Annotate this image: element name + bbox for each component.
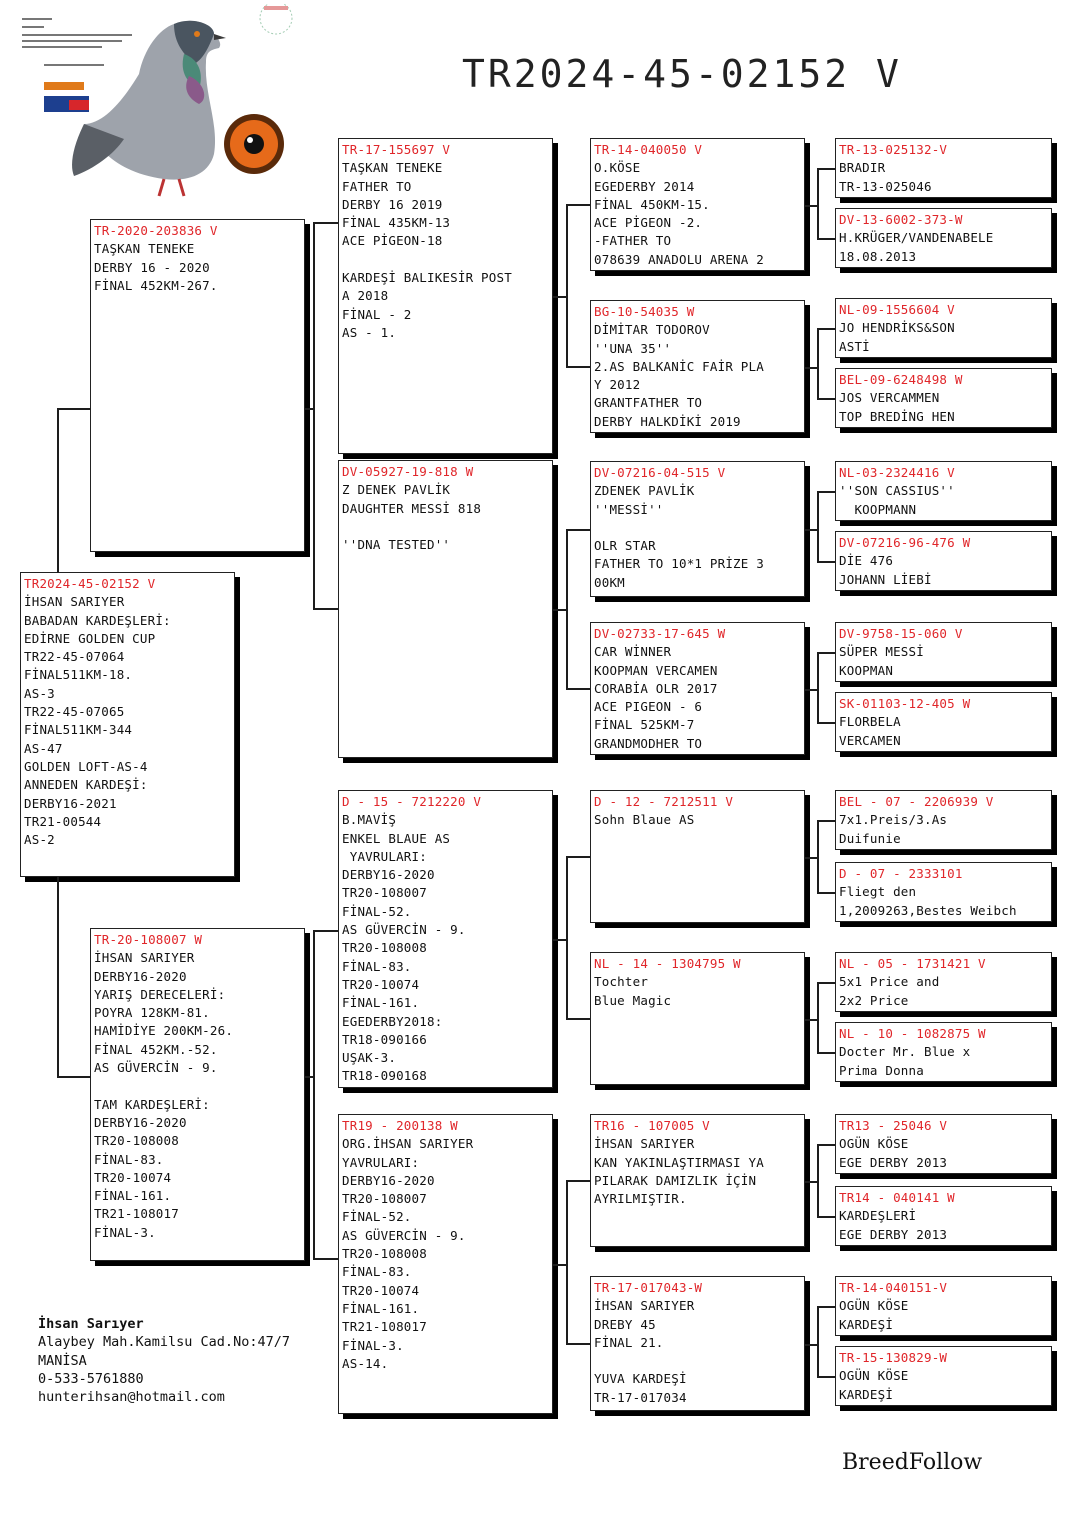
pedigree-note: A 2018	[342, 288, 389, 304]
gen3-box	[590, 300, 805, 433]
pedigree-note	[342, 251, 549, 269]
pedigree-note: TR-17-017034	[594, 1389, 687, 1405]
pedigree-note: KARDEŞİ	[839, 1386, 894, 1402]
pedigree-note: ''MESSİ''	[594, 501, 664, 517]
pedigree-note: DİMİTAR TODOROV	[594, 322, 710, 338]
gen3-box	[590, 622, 805, 755]
pedigree-note: AS - 1.	[342, 324, 397, 340]
connector-line	[57, 1076, 91, 1078]
connector-line	[566, 856, 590, 858]
pedigree-note: ORG.İHSAN SARIYER	[342, 1136, 474, 1152]
connector-line	[566, 1180, 590, 1182]
gen4-box	[835, 1276, 1052, 1336]
pedigree-note: -FATHER TO	[594, 233, 672, 249]
connector-line	[817, 982, 835, 984]
pedigree-note: TAŞKAN TENEKE	[94, 241, 195, 257]
ring-number: TR-13-025132-V	[839, 142, 948, 157]
pedigree-note: EGEDERBY 2014	[594, 178, 695, 194]
ring-number: TR-15-130829-W	[839, 1350, 948, 1365]
pedigree-note: FLORBELA	[839, 714, 901, 730]
owner-address: Alaybey Mah.Kamilsu Cad.No:47/7	[38, 1334, 290, 1351]
connector-line	[566, 529, 590, 531]
connector-line	[566, 204, 590, 206]
pedigree-title: TR2024-45-02152 V	[462, 52, 902, 96]
pedigree-note: FİNAL 452KM-267.	[94, 277, 218, 293]
pedigree-note: FATHER TO	[342, 178, 412, 194]
pedigree-note	[94, 1077, 301, 1095]
ring-number: TR-20-108007 W	[94, 932, 203, 947]
gen4-box	[835, 298, 1052, 358]
ring-number: DV-9758-15-060 V	[839, 626, 963, 641]
ring-number: TR19 - 200138 W	[342, 1118, 458, 1133]
ring-number: NL-09-1556604 V	[839, 302, 955, 317]
owner-email: hunterihsan@hotmail.com	[38, 1389, 225, 1406]
connector-line	[566, 688, 590, 690]
pedigree-note: FİNAL511KM-344	[24, 722, 133, 738]
pedigree-note: CORABİA OLR 2017	[594, 680, 718, 696]
pedigree-note: DAUGHTER MESSİ 818	[342, 500, 482, 516]
pedigree-note: Tochter	[594, 974, 649, 990]
connector-line	[566, 1180, 568, 1345]
connector-line	[305, 1076, 313, 1078]
gen4-box	[835, 622, 1052, 682]
ring-number: TR-2020-203836 V	[94, 223, 218, 238]
connector-line	[817, 491, 835, 493]
pedigree-note: JOS VERCAMMEN	[839, 390, 940, 406]
connector-line	[817, 398, 835, 400]
pedigree-note: TR20-10074	[342, 976, 420, 992]
logo-small-text	[22, 18, 132, 66]
pedigree-note: DERBY HALKDİKİ 2019	[594, 413, 741, 429]
connector-line	[57, 408, 59, 573]
connector-line	[817, 561, 835, 563]
connector-line	[313, 222, 338, 224]
connector-line	[817, 1144, 819, 1218]
pedigree-note: AS GÜVERCİN - 9.	[342, 922, 466, 938]
pedigree-note: TR21-108017	[342, 1319, 427, 1335]
connector-line	[313, 930, 338, 932]
pedigree-note: DERBY16-2020	[94, 1114, 187, 1130]
pedigree-note: AS GÜVERCİN - 9.	[342, 1227, 466, 1243]
connector-line	[566, 366, 590, 368]
pedigree-note: KARDEŞİ	[839, 1316, 894, 1332]
pedigree-note: BRADIR	[839, 160, 886, 176]
pedigree-note: JOHANN LİEBİ	[839, 571, 932, 587]
pedigree-note: TR18-090168	[342, 1068, 427, 1084]
pedigree-note: TOP BREDİNG HEN	[839, 408, 955, 424]
connector-line	[553, 609, 566, 611]
pedigree-note: ACE PİGEON -2.	[594, 215, 703, 231]
connector-line	[817, 491, 819, 563]
pedigree-note: BABADAN KARDEŞLERİ:	[24, 612, 171, 628]
pedigree-note: FİNAL-3.	[342, 1337, 404, 1353]
pedigree-note: YAVRULARI:	[342, 1154, 420, 1170]
ring-number: DV-02733-17-645 W	[594, 626, 726, 641]
pedigree-note	[342, 518, 549, 536]
ring-number: BEL-09-6248498 W	[839, 372, 963, 387]
connector-line	[817, 1306, 835, 1308]
connector-line	[566, 1343, 590, 1345]
connector-line	[566, 529, 568, 690]
pedigree-note: GRANDMODHER TO	[594, 735, 703, 751]
pedigree-note: 1,2009263,Bestes Weibch	[839, 902, 1017, 918]
pedigree-note: YARIŞ DERECELERİ:	[94, 986, 226, 1002]
connector-line	[805, 1019, 817, 1021]
ring-number: TR16 - 107005 V	[594, 1118, 710, 1133]
pedigree-note: KARDEŞİ BALIKESİR POST	[342, 270, 512, 286]
pedigree-note: ENKEL BLAUE AS	[342, 830, 451, 846]
ring-number: BEL - 07 - 2206939 V	[839, 794, 994, 809]
pedigree-note: FİNAL-83.	[342, 958, 412, 974]
ring-number: TR-17-155697 V	[342, 142, 451, 157]
gen4-box	[835, 1346, 1052, 1406]
gen4-box	[835, 692, 1052, 752]
gen3-box	[590, 790, 805, 923]
pedigree-note: FİNAL-161.	[342, 1300, 420, 1316]
connector-line	[817, 1306, 819, 1378]
pedigree-note: FİNAL - 2	[342, 306, 412, 322]
ring-number: DV-05927-19-818 W	[342, 464, 474, 479]
ring-number: TR-14-040050 V	[594, 142, 703, 157]
pedigree-note: 7x1.Preis/3.As	[839, 812, 948, 828]
connector-line	[817, 1144, 835, 1146]
ring-number: DV-07216-96-476 W	[839, 535, 971, 550]
connector-line	[313, 930, 315, 1260]
pedigree-note: FİNAL 450KM-15.	[594, 196, 710, 212]
connector-line	[566, 1018, 590, 1020]
pedigree-note: FİNAL 525KM-7	[594, 717, 695, 733]
connector-line	[817, 168, 819, 240]
ring-number: DV-13-6002-373-W	[839, 212, 963, 227]
dam-box	[90, 928, 305, 1261]
pedigree-note: 2.AS BALKANİC FAİR PLA	[594, 358, 764, 374]
rosette-icon	[260, 4, 292, 34]
ring-number: TR-17-017043-W	[594, 1280, 703, 1295]
gen4-box	[835, 952, 1052, 1012]
pedigree-note: TR22-45-07065	[24, 704, 125, 720]
pedigree-note: Sohn Blaue AS	[594, 812, 695, 828]
pedigree-note: FİNAL-161.	[342, 995, 420, 1011]
pedigree-note: FİNAL 452KM.-52.	[94, 1041, 218, 1057]
pedigree-note: O.KÖSE	[594, 160, 641, 176]
pedigree-note: KARDEŞLERİ	[839, 1208, 917, 1224]
ring-number: TR2024-45-02152 V	[24, 576, 156, 591]
connector-line	[57, 408, 91, 410]
pedigree-note: TR20-10074	[94, 1169, 172, 1185]
pedigree-note: TR21-00544	[24, 813, 102, 829]
pedigree-note: AS GÜVERCİN - 9.	[94, 1060, 218, 1076]
pedigree-note: HAMİDİYE 200KM-26.	[94, 1023, 234, 1039]
connector-line	[817, 820, 819, 894]
connector-line	[805, 205, 817, 207]
pedigree-note: AS-2	[24, 832, 55, 848]
pedigree-note: TR20-108007	[342, 885, 427, 901]
connector-line	[566, 856, 568, 1020]
pedigree-note: FİNAL511KM-18.	[24, 667, 133, 683]
pedigree-note: OLR STAR	[594, 538, 656, 554]
gen4-box	[835, 368, 1052, 428]
gen3-box	[590, 138, 805, 271]
pedigree-note: OGÜN KÖSE	[839, 1136, 909, 1152]
connector-line	[305, 408, 313, 410]
connector-line	[313, 1258, 338, 1260]
ring-number: TR13 - 25046 V	[839, 1118, 948, 1133]
ring-number: TR14 - 040141 W	[839, 1190, 955, 1205]
pedigree-note: TR20-108008	[342, 1246, 427, 1262]
pedigree-note: YUVA KARDEŞİ	[594, 1371, 687, 1387]
pedigree-note: OGÜN KÖSE	[839, 1368, 909, 1384]
gen4-box	[835, 790, 1052, 850]
pedigree-note: PILARAK DAMIZLIK İÇİN	[594, 1172, 757, 1188]
pedigree-note: AYRILMIŞTIR.	[594, 1191, 687, 1207]
gen3-box	[590, 1114, 805, 1247]
pedigree-note: TR20-108008	[342, 940, 427, 956]
pedigree-note: İHSAN SARIYER	[594, 1298, 695, 1314]
pedigree-note: ZDENEK PAVLİK	[594, 483, 695, 499]
connector-line	[817, 1376, 835, 1378]
gen4-box	[835, 1186, 1052, 1246]
pedigree-note: Docter Mr. Blue x	[839, 1044, 971, 1060]
pedigree-note: Y 2012	[594, 377, 641, 393]
gen4-box	[835, 531, 1052, 591]
pedigree-note: Z DENEK PAVLİK	[342, 482, 451, 498]
ring-number: NL-03-2324416 V	[839, 465, 955, 480]
connector-line	[313, 222, 315, 610]
ring-number: NL - 10 - 1082875 W	[839, 1026, 986, 1041]
gen2-box	[338, 790, 553, 1088]
pedigree-note	[594, 519, 801, 537]
connector-line	[817, 238, 835, 240]
pedigree-note: Duifunie	[839, 830, 901, 846]
pedigree-note: EGE DERBY 2013	[839, 1226, 948, 1242]
pedigree-note: B.MAVİŞ	[342, 812, 397, 828]
pedigree-note: KOOPMAN	[839, 662, 894, 678]
gen4-box	[835, 138, 1052, 198]
pedigree-note: 078639 ANADOLU ARENA 2	[594, 251, 764, 267]
pedigree-note: TR20-108007	[342, 1191, 427, 1207]
pedigree-note: KOOPMAN VERCAMEN	[594, 662, 718, 678]
connector-line	[817, 328, 835, 330]
pedigree-note: AS-3	[24, 685, 55, 701]
pedigree-note: DREBY 45	[594, 1316, 656, 1332]
ring-number: D - 15 - 7212220 V	[342, 794, 482, 809]
pedigree-note: FİNAL-52.	[342, 903, 412, 919]
pedigree-note: GOLDEN LOFT-AS-4	[24, 758, 148, 774]
logo-badge	[44, 82, 89, 112]
connector-line	[817, 168, 835, 170]
pedigree-note: POYRA 128KM-81.	[94, 1005, 210, 1021]
ring-number: D - 07 - 2333101	[839, 866, 963, 881]
pedigree-note: Prima Donna	[839, 1062, 924, 1078]
brand-logo: BreedFollow	[842, 1450, 983, 1475]
connector-line	[553, 939, 566, 941]
pedigree-note: ANNEDEN KARDEŞİ:	[24, 777, 148, 793]
connector-line	[817, 892, 835, 894]
gen4-box	[835, 862, 1052, 922]
connector-line	[817, 1216, 835, 1218]
pedigree-note: SÜPER MESSİ	[839, 644, 924, 660]
connector-line	[805, 857, 817, 859]
ring-number: TR-14-040151-V	[839, 1280, 948, 1295]
connector-line	[817, 982, 819, 1054]
connector-line	[553, 1264, 566, 1266]
subject-box	[20, 572, 235, 877]
pedigree-note: 18.08.2013	[839, 248, 917, 264]
pedigree-note: TR21-108017	[94, 1206, 179, 1222]
connector-line	[805, 529, 817, 531]
pedigree-note: UŞAK-3.	[342, 1050, 397, 1066]
ring-number: NL - 14 - 1304795 W	[594, 956, 741, 971]
pedigree-note: İHSAN SARIYER	[24, 594, 125, 610]
pedigree-note: 5x1 Price and	[839, 974, 940, 990]
pedigree-note: DERBY 16 2019	[342, 196, 443, 212]
pedigree-note: TR18-090166	[342, 1031, 427, 1047]
pigeon-logo	[14, 4, 314, 204]
connector-line	[805, 689, 817, 691]
pedigree-note: FİNAL 435KM-13	[342, 215, 451, 231]
pedigree-note: EGE DERBY 2013	[839, 1154, 948, 1170]
pedigree-note: Fliegt den	[839, 884, 917, 900]
pedigree-note: ASTİ	[839, 338, 870, 354]
connector-line	[566, 204, 568, 368]
pedigree-note: DERBY16-2020	[94, 968, 187, 984]
pedigree-note: 2x2 Price	[839, 992, 909, 1008]
gen2-box	[338, 460, 553, 758]
pedigree-note: ''UNA 35''	[594, 340, 672, 356]
pedigree-note: EDİRNE GOLDEN CUP	[24, 630, 156, 646]
pedigree-note: FİNAL-3.	[94, 1224, 156, 1240]
pedigree-note: FİNAL 21.	[594, 1334, 664, 1350]
gen3-box	[590, 1276, 805, 1411]
gen4-box	[835, 461, 1052, 521]
pedigree-note: KAN YAKINLAŞTIRMASI YA	[594, 1154, 764, 1170]
gen4-box	[835, 1114, 1052, 1174]
pedigree-note: DERBY16-2020	[342, 867, 435, 883]
owner-name: İhsan Sarıyer	[38, 1316, 144, 1332]
connector-line	[313, 608, 338, 610]
pedigree-note: DİE 476	[839, 553, 894, 569]
ring-number: DV-07216-04-515 V	[594, 465, 726, 480]
pedigree-note: 00KM	[594, 574, 625, 590]
pedigree-note: TAM KARDEŞLERİ:	[94, 1096, 210, 1112]
pedigree-note: ACE PIGEON - 6	[594, 699, 703, 715]
connector-line	[805, 1344, 817, 1346]
pedigree-note: YAVRULARI:	[342, 848, 427, 864]
owner-info	[38, 1315, 290, 1406]
connector-line	[805, 367, 817, 369]
pedigree-note: Blue Magic	[594, 992, 672, 1008]
pedigree-note: FATHER TO 10*1 PRİZE 3	[594, 556, 764, 572]
ring-number: NL - 05 - 1731421 V	[839, 956, 986, 971]
connector-line	[817, 328, 819, 400]
pedigree-note: CAR WİNNER	[594, 644, 672, 660]
pedigree-note: DERBY16-2021	[24, 795, 117, 811]
pedigree-note: DERBY 16 - 2020	[94, 259, 210, 275]
ring-number: BG-10-54035 W	[594, 304, 695, 319]
pedigree-note: ''DNA TESTED''	[342, 537, 451, 553]
pedigree-note: TR20-108008	[94, 1133, 179, 1149]
connector-line	[57, 877, 59, 1077]
pedigree-note: TR-13-025046	[839, 178, 932, 194]
pedigree-note: AS-47	[24, 740, 63, 756]
pedigree-note: TR20-10074	[342, 1282, 420, 1298]
pedigree-note	[594, 1352, 801, 1370]
pedigree-note: H.KRÜGER/VANDENABELE	[839, 230, 994, 246]
pedigree-note: OGÜN KÖSE	[839, 1298, 909, 1314]
gen2-box	[338, 1114, 553, 1414]
pedigree-note: ACE PİGEON-18	[342, 233, 443, 249]
gen3-box	[590, 952, 805, 1085]
pedigree-note: İHSAN SARIYER	[594, 1136, 695, 1152]
ring-number: SK-01103-12-405 W	[839, 696, 971, 711]
connector-line	[553, 296, 566, 298]
gen2-box	[338, 138, 553, 454]
pedigree-note: JO HENDRİKS&SON	[839, 320, 955, 336]
pedigree-note: EGEDERBY2018:	[342, 1013, 443, 1029]
ring-number: D - 12 - 7212511 V	[594, 794, 734, 809]
owner-phone: 0-533-5761880	[38, 1370, 144, 1387]
owner-city: MANİSA	[38, 1352, 87, 1369]
pedigree-note: FİNAL-161.	[94, 1188, 172, 1204]
sire-box	[90, 219, 305, 552]
pedigree-note: TAŞKAN TENEKE	[342, 160, 443, 176]
pedigree-note: GRANTFATHER TO	[594, 395, 703, 411]
gen4-box	[835, 1022, 1052, 1082]
pedigree-note: TR22-45-07064	[24, 649, 125, 665]
pedigree-note: İHSAN SARIYER	[94, 950, 195, 966]
pedigree-note: FİNAL-83.	[342, 1264, 412, 1280]
pedigree-note: FİNAL-83.	[94, 1151, 164, 1167]
pedigree-note: FİNAL-52.	[342, 1209, 412, 1225]
connector-line	[817, 652, 835, 654]
pedigree-note: ''SON CASSIUS''	[839, 483, 955, 499]
eye-icon	[224, 114, 284, 174]
gen3-box	[590, 461, 805, 597]
connector-line	[805, 1181, 817, 1183]
connector-line	[817, 1052, 835, 1054]
connector-line	[817, 722, 835, 724]
pedigree-note: DERBY16-2020	[342, 1172, 435, 1188]
connector-line	[817, 652, 819, 724]
pedigree-note: KOOPMANN	[839, 501, 917, 517]
gen4-box	[835, 208, 1052, 268]
connector-line	[817, 820, 835, 822]
pedigree-note: VERCAMEN	[839, 732, 901, 748]
pedigree-note: AS-14.	[342, 1355, 389, 1371]
